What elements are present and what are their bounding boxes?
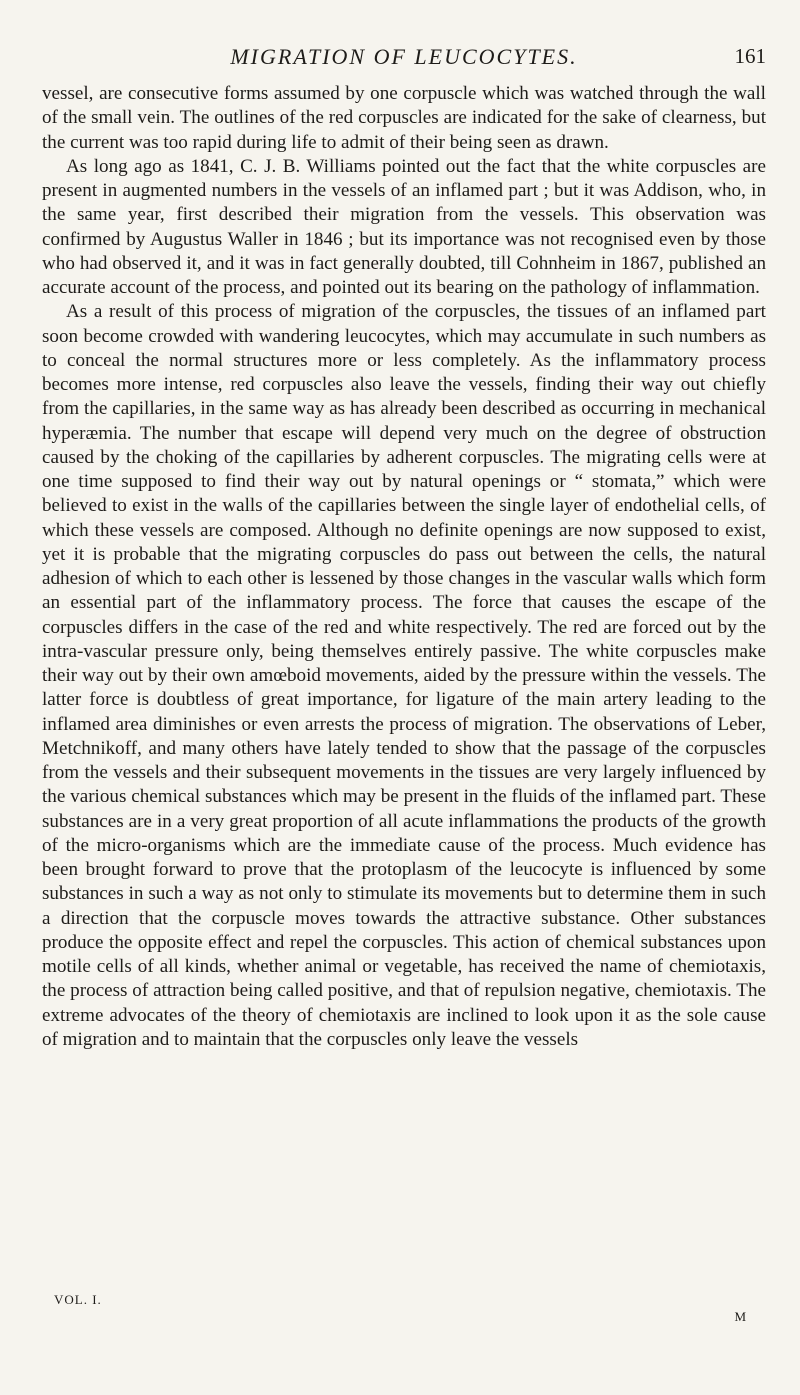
- signature-mark: M: [734, 1309, 746, 1324]
- paragraph: vessel, are consecutive forms assumed by one corpuscle which was watched through the wall of the small vein. The outlines of the red corpuscles are indicated for the sake of clearness, but the current was too rapid during life to admit of their being seen as drawn.: [42, 83, 766, 153]
- page-header: [42, 44, 766, 78]
- page-footer: [42, 1292, 766, 1328]
- page-number: 161: [734, 44, 766, 68]
- paragraph: As long ago as 1841, C. J. B. Williams pointed out the fact that the white corpuscles are present in augmented numbers in the vessels of an inflamed part ; but it was Addison, who, in the same year, first described their migration from the vessels. This observation was confirmed by Augustus Waller in 1846 ; but its importance was not recognised even by those who had observed it, and it was in fact generally doubted, till Cohnheim in 1867, published an accurate account of the process, and pointed out its bearing on the pathology of inflammation.: [42, 155, 766, 298]
- body-text: [42, 82, 766, 1052]
- paragraph: As a result of this process of migration of the corpuscles, the tissues of an inflamed part soon become crowded with wandering leucocytes, which may accumulate in such numbers as to conceal the normal structures more or less completely. As the inflammatory process becomes more intense, red corpuscles also leave the vessels, finding their way out chiefly from the capillaries, in the same way as has already been described as occurring in mechanical hyperæmia. The number that escape will depend very much on the degree of obstruction caused by the choking of the capillaries by adherent corpuscles. The migrating cells were at one time supposed to find their way out by natural openings or “ stomata,” which were believed to exist in the walls of the capillaries between the single layer of endothelial cells, of which these vessels are composed. Although no definite openings are now supposed to exist, yet it is probable that the migrating corpuscles do pass out between the cells, the natural adhesion of which to each other is lessened by those changes in the vascular walls which form an essential part of the inflammatory process. The force that causes the escape of the corpuscles differs in the case of the red and white respectively. The red are forced out by the intra-vascular pressure only, being themselves entirely passive. The white corpuscles make their way out by their own amœboid movements, aided by the pressure within the vessels. The latter force is doubtless of great importance, for ligature of the main artery leading to the inflamed area diminishes or even arrests the process of migration. The observations of Leber, Metchnikoff, and many others have lately tended to show that the passage of the corpuscles from the vessels and their subsequent movements in the tissues are very largely influenced by the various chemical substances which may be present in the fluids of the inflamed part. These substances are in a very great proportion of all acute inflammations the products of the growth of the micro-organisms which are the immediate cause of the process. Much evidence has been brought forward to prove that the protoplasm of the leucocyte is influenced by some substances in such a way as not only to stimulate its movements but to determine them in such a direction that the corpuscle moves towards the attractive substance. Other substances produce the opposite effect and repel the corpuscles. This action of chemical substances upon motile cells of all kinds, whether animal or vegetable, has received the name of chemiotaxis, the process of attraction being called positive, and that of repulsion negative, chemiotaxis. The extreme advocates of the theory of chemiotaxis are inclined to look upon it as the sole cause of migration and to maintain that the corpuscles only leave the vessels: [42, 301, 766, 1050]
- running-title: MIGRATION OF LEUCOCYTES.: [230, 44, 578, 69]
- volume-marker: VOL. I.: [54, 1292, 102, 1307]
